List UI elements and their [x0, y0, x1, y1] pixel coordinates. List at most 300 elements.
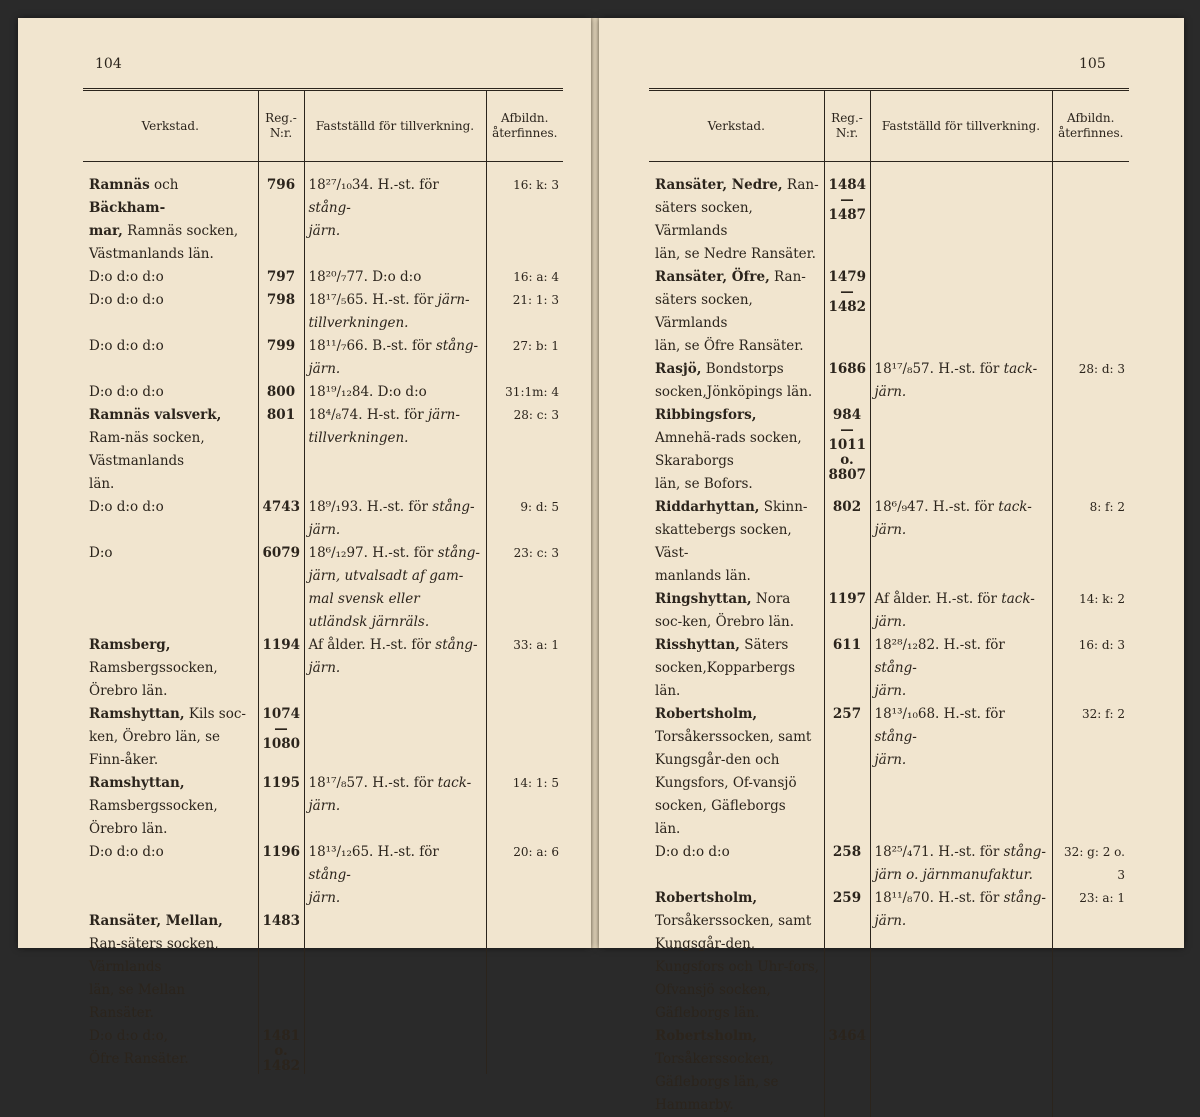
product-line2: järn.	[875, 384, 907, 400]
works-location-line2: län.	[89, 476, 114, 492]
reg-number: 802	[833, 499, 861, 515]
reg-number: 984—	[833, 407, 861, 438]
reg-number-cell	[824, 703, 870, 841]
works-detail: Nora soc-	[655, 591, 790, 630]
product-line2: järn.	[309, 361, 341, 377]
works-location-line2: län, se Bofors.	[655, 476, 753, 492]
reg-number: 800	[267, 384, 295, 400]
reg-number-cell	[824, 358, 870, 404]
verkstad-cell	[83, 404, 258, 496]
reg-number: 4743	[263, 499, 301, 515]
works-location: skattebergs socken, Väst-	[655, 522, 792, 561]
works-location-line2: län, se Mellan Ransäter.	[89, 982, 185, 1021]
works-name: Ribbingsfors,	[655, 407, 756, 423]
faststalld-cell	[304, 841, 486, 910]
table-row	[649, 162, 1129, 267]
afbildn-cell	[1052, 1025, 1129, 1117]
works-name: Robertsholm,	[655, 890, 757, 906]
product-line2: järn.	[875, 522, 907, 538]
faststalld-cell	[870, 887, 1052, 1025]
product: stång-	[309, 200, 351, 216]
verkstad-cell	[83, 335, 258, 381]
works-location: Ramnäs socken,	[123, 223, 238, 239]
product: stång-	[309, 867, 351, 883]
date: 18¹³/₁₀68.	[875, 706, 940, 722]
product-line2: järn.	[309, 890, 341, 906]
afbildn-cell	[1052, 404, 1129, 496]
faststalld-cell	[304, 772, 486, 841]
reg-number-cell	[258, 404, 304, 496]
works-name: Riddarhyttan,	[655, 499, 759, 515]
product: stång-	[432, 499, 474, 515]
reg-number: 799	[267, 338, 295, 354]
stamp-type: H.-st. för	[939, 706, 1004, 722]
faststalld-cell	[304, 910, 486, 1025]
faststalld-cell	[304, 381, 486, 404]
stamp-type: H.-st. för	[366, 637, 436, 653]
works-name: Ramnäs	[89, 177, 150, 193]
col-reg: Reg.- N:r.	[824, 90, 870, 162]
reg-number-line2: 1080	[263, 736, 301, 752]
works-name: Ransäter, Mellan,	[89, 913, 223, 929]
registry-table	[83, 88, 563, 1074]
faststalld-cell	[870, 1025, 1052, 1117]
works-detail: Torsåkers	[655, 913, 722, 929]
reg-number-cell	[824, 887, 870, 1025]
table-row	[83, 772, 563, 841]
reg-number: 3464	[829, 1028, 867, 1044]
table-row	[83, 1025, 563, 1074]
afbildn-cell: 23: c: 3	[486, 542, 563, 634]
product: tack-	[998, 499, 1032, 515]
works-location-line2: Hammarby.	[655, 1097, 734, 1113]
col-afbildn: Afbildn. återfinnes.	[1052, 90, 1129, 162]
reg-number-cell	[824, 1025, 870, 1117]
reg-number: 1686	[829, 361, 867, 377]
date: 18¹⁷/₅65.	[309, 292, 368, 308]
reg-number-line2: 1011 o. 8807	[829, 437, 867, 483]
stamp-type: H.-st. för	[934, 890, 1004, 906]
afbildn-cell	[1052, 162, 1129, 267]
verkstad-cell	[83, 266, 258, 289]
works-location-line2: län.	[655, 821, 680, 837]
reg-number: 1483	[263, 913, 301, 929]
reg-number-cell	[258, 289, 304, 335]
product-line2: järn.	[875, 683, 907, 699]
works-detail: D:o d:o d:o	[89, 269, 164, 285]
works-location: näs socken, Västmanlands	[89, 430, 205, 469]
afbildn-cell: 16: a: 4	[486, 266, 563, 289]
product-line2: järn.	[309, 522, 341, 538]
stamp-type: H.-st. för	[368, 292, 438, 308]
product: stång-	[875, 729, 917, 745]
product: tack-	[438, 775, 472, 791]
works-name: Robertsholm,	[655, 1028, 757, 1044]
table-row	[83, 542, 563, 634]
works-detail: Säters socken,	[655, 637, 788, 676]
works-location: socken, samt Kungsgår-den, Kungsfors och Uhr-fors, Ofvansjö socken,	[655, 913, 819, 998]
reg-number: 6079	[263, 545, 301, 561]
verkstad-cell	[83, 162, 258, 267]
works-name: Ramshyttan,	[89, 775, 185, 791]
product-line2: järn.	[309, 223, 341, 239]
col-verkstad: Verkstad.	[83, 90, 258, 162]
product-line2: järn.	[875, 913, 907, 929]
table-body	[649, 162, 1129, 1117]
reg-number-cell	[258, 496, 304, 542]
product-line2: järn.	[875, 752, 907, 768]
date: 18⁹/₁93.	[309, 499, 363, 515]
works-detail: D:o d:o d:o	[89, 292, 164, 308]
faststalld-cell	[304, 634, 486, 703]
works-detail: D:o d:o d:o	[89, 844, 164, 860]
reg-number-cell	[258, 542, 304, 634]
works-detail: Ran-	[770, 269, 806, 285]
stamp-type: H-st. för	[363, 407, 428, 423]
works-location: Jönköpings län.	[707, 384, 812, 400]
works-location: socken, Gäfleborgs län, se	[655, 1051, 778, 1090]
product: tack-	[1001, 591, 1035, 607]
faststalld-cell	[304, 404, 486, 496]
table-row	[83, 910, 563, 1025]
works-location: säters socken, Värmlands	[89, 936, 219, 975]
table-row	[83, 162, 563, 267]
afbildn-cell: 28: c: 3	[486, 404, 563, 496]
stamp-type: H.-st. för	[373, 844, 438, 860]
table-row	[649, 1025, 1129, 1117]
faststalld-cell	[304, 703, 486, 772]
reg-number-cell	[824, 266, 870, 358]
works-detail: D:o d:o d:o	[89, 384, 164, 400]
table-row	[83, 404, 563, 496]
reg-number-cell	[258, 381, 304, 404]
table-row	[83, 496, 563, 542]
date: 18¹⁷/₈57.	[875, 361, 934, 377]
product-line3: mal svensk eller utländsk järnräls.	[309, 591, 430, 630]
afbildn-cell: 23: a: 1	[1052, 887, 1129, 1025]
product-line2: järn.	[309, 798, 341, 814]
date: 18¹¹/₇66.	[309, 338, 368, 354]
faststalld-cell	[870, 703, 1052, 841]
works-name-line2: mar,	[89, 223, 123, 239]
product-line2: tillverkningen.	[309, 315, 409, 331]
verkstad-cell	[649, 634, 824, 703]
registry-table	[649, 88, 1129, 1117]
works-location-line2: Finn-åker.	[89, 752, 158, 768]
afbildn-cell: 8: f: 2	[1052, 496, 1129, 588]
afbildn-cell: 32: g: 2 o. 3	[1052, 841, 1129, 887]
verkstad-cell	[83, 703, 258, 772]
faststalld-cell	[870, 266, 1052, 358]
product-line2: tillverkningen.	[309, 430, 409, 446]
reg-number: 257	[833, 706, 861, 722]
table-row	[649, 703, 1129, 841]
works-location: socken, Örebro län.	[89, 798, 218, 837]
stamp-type: H.-st. för	[939, 637, 1004, 653]
date: 18²⁷/₁₀34.	[309, 177, 374, 193]
stamp-type: H.-st. för	[363, 499, 433, 515]
reg-number-cell	[258, 703, 304, 772]
table-row	[649, 634, 1129, 703]
afbildn-cell: 16: d: 3	[1052, 634, 1129, 703]
col-reg: Reg.- N:r.	[258, 90, 304, 162]
faststalld-cell	[870, 404, 1052, 496]
reg-number: 1197	[829, 591, 867, 607]
table-row	[649, 266, 1129, 358]
faststalld-cell	[304, 266, 486, 289]
table-row	[83, 335, 563, 381]
date: 18²⁰/₇77.	[309, 269, 368, 285]
product: järn-	[438, 292, 470, 308]
product-line2: järn.	[309, 660, 341, 676]
date: 18¹⁹/₁₂84.	[309, 384, 374, 400]
works-detail: Amnehä-	[655, 430, 716, 446]
date: 18¹³/₁₂65.	[309, 844, 374, 860]
works-location-line2: Gäfleborgs län.	[655, 1005, 759, 1021]
verkstad-cell	[83, 289, 258, 335]
works-detail: Bondstorps socken,	[655, 361, 784, 400]
stamp-type: H.-st. för	[934, 361, 1004, 377]
afbildn-cell	[1052, 266, 1129, 358]
stamp-type: D:o d:o	[368, 269, 421, 285]
reg-number-cell	[258, 910, 304, 1025]
reg-number-cell	[258, 1025, 304, 1074]
works-detail: Ramsbergs	[89, 798, 166, 814]
stamp-type: B.-st. för	[368, 338, 436, 354]
verkstad-cell	[83, 841, 258, 910]
date: 18¹¹/₈70.	[875, 890, 934, 906]
faststalld-cell	[870, 496, 1052, 588]
afbildn-cell: 21: 1: 3	[486, 289, 563, 335]
verkstad-cell	[649, 1025, 824, 1117]
product: järn-	[428, 407, 460, 423]
faststalld-cell	[304, 542, 486, 634]
date: 18⁶/₉47.	[875, 499, 929, 515]
faststalld-cell	[870, 588, 1052, 634]
verkstad-cell	[649, 703, 824, 841]
date: 18⁶/₁₂97.	[309, 545, 368, 561]
table-row	[83, 703, 563, 772]
product: stång-	[435, 637, 477, 653]
works-detail: Skinn-	[759, 499, 807, 515]
date: 18²⁸/₁₂82.	[875, 637, 940, 653]
works-name: Risshyttan,	[655, 637, 740, 653]
reg-number: 1194	[263, 637, 301, 653]
product: stång-	[1004, 844, 1046, 860]
product-line2: järn o. järnmanufaktur.	[875, 867, 1033, 883]
works-detail: Ran-	[89, 936, 121, 952]
reg-number: 1196	[263, 844, 301, 860]
reg-number-line2: 1482	[263, 1058, 301, 1074]
reg-number: 797	[267, 269, 295, 285]
works-location: rads socken, Skaraborgs	[655, 430, 802, 469]
col-afbildn: Afbildn. återfinnes.	[486, 90, 563, 162]
reg-number: 258	[833, 844, 861, 860]
date: 18¹⁷/₈57.	[309, 775, 368, 791]
verkstad-cell	[83, 381, 258, 404]
works-location-line2: län, se Öfre Ransäter.	[655, 338, 804, 354]
faststalld-cell	[870, 358, 1052, 404]
verkstad-cell	[649, 358, 824, 404]
works-detail: och	[150, 177, 179, 193]
left-page	[18, 18, 591, 948]
verkstad-cell	[83, 542, 258, 634]
afbildn-cell: 14: k: 2	[1052, 588, 1129, 634]
verkstad-cell	[649, 588, 824, 634]
product-line2: järn, utvalsadt af gam-	[309, 568, 464, 584]
verkstad-cell	[649, 404, 824, 496]
verkstad-cell	[83, 634, 258, 703]
stamp-type: H.-st. för	[929, 499, 999, 515]
works-detail: Torsåkers	[655, 1051, 722, 1067]
afbildn-cell: 9: d: 5	[486, 496, 563, 542]
works-location: Kopparbergs län.	[655, 660, 795, 699]
verkstad-cell	[83, 1025, 258, 1074]
table-row	[649, 404, 1129, 496]
works-location: säters socken, Värmlands	[655, 200, 753, 239]
afbildn-cell: 16: k: 3	[486, 162, 563, 267]
page-number: 104	[95, 56, 122, 72]
faststalld-cell	[304, 289, 486, 335]
reg-number: 798	[267, 292, 295, 308]
works-name: Ransäter, Nedre,	[655, 177, 783, 193]
date: 18²⁵/₄71.	[875, 844, 934, 860]
works-name: Robertsholm,	[655, 706, 757, 722]
table-row	[649, 588, 1129, 634]
stamp-type: D:o d:o	[373, 384, 426, 400]
works-name: Rasjö,	[655, 361, 701, 377]
reg-number: 1481 o.	[263, 1028, 301, 1059]
reg-number-cell	[824, 634, 870, 703]
works-detail: Ramsbergs	[89, 660, 166, 676]
afbildn-cell: 20: a: 6	[486, 841, 563, 910]
product: tack-	[1004, 361, 1038, 377]
works-location-line2: Västmanlands län.	[89, 246, 214, 262]
reg-number-cell	[258, 772, 304, 841]
verkstad-cell	[83, 496, 258, 542]
date: Af ålder.	[875, 591, 932, 607]
afbildn-cell	[486, 703, 563, 772]
reg-number: 1074—	[263, 706, 301, 737]
afbildn-cell	[486, 910, 563, 1025]
date: Af ålder.	[309, 637, 366, 653]
col-faststalld: Fastställd för tillverkning.	[304, 90, 486, 162]
reg-number: 1195	[263, 775, 301, 791]
reg-number-cell	[824, 841, 870, 887]
reg-number-cell	[824, 588, 870, 634]
verkstad-cell	[649, 266, 824, 358]
table-row	[83, 381, 563, 404]
afbildn-cell: 28: d: 3	[1052, 358, 1129, 404]
faststalld-cell	[870, 634, 1052, 703]
table-row	[649, 887, 1129, 1025]
works-detail: Ran-	[783, 177, 819, 193]
verkstad-cell	[649, 841, 824, 887]
reg-number-cell	[258, 266, 304, 289]
works-detail: D:o d:o d:o	[89, 338, 164, 354]
works-location: ken, Örebro län.	[682, 614, 794, 630]
reg-number: 611	[833, 637, 861, 653]
reg-number-cell	[824, 162, 870, 267]
reg-number-cell	[824, 496, 870, 588]
works-location: ken, Örebro län, se	[89, 729, 220, 745]
table-row	[83, 289, 563, 335]
product: stång-	[436, 338, 478, 354]
works-location-line2: manlands län.	[655, 568, 751, 584]
table-row	[649, 358, 1129, 404]
stamp-type: H.-st. för	[373, 177, 438, 193]
table-row	[83, 841, 563, 910]
table-body	[83, 162, 563, 1075]
afbildn-cell: 14: 1: 5	[486, 772, 563, 841]
works-name: Ramshyttan,	[89, 706, 185, 722]
works-location: säters socken, Värmlands	[655, 292, 753, 331]
table-row	[83, 266, 563, 289]
reg-number: 801	[267, 407, 295, 423]
works-detail: D:o	[89, 545, 113, 561]
reg-number-line2: 1482	[829, 299, 867, 315]
works-name: Ramnäs valsverk,	[89, 407, 221, 423]
reg-number-cell	[258, 162, 304, 267]
verkstad-cell	[83, 910, 258, 1025]
works-name: Ramsberg,	[89, 637, 170, 653]
works-detail: D:o d:o d:o	[655, 844, 730, 860]
stamp-type: H.-st. för	[932, 591, 1002, 607]
verkstad-cell	[83, 772, 258, 841]
table-row	[649, 496, 1129, 588]
date: 18⁴/₈74.	[309, 407, 363, 423]
stamp-type: H.-st. för	[368, 775, 438, 791]
faststalld-cell	[870, 162, 1052, 267]
faststalld-cell	[304, 335, 486, 381]
works-name: Ransäter, Öfre,	[655, 269, 770, 285]
works-location: socken, samt Kungsgår-den och Kungsfors, Of-vansjö socken, Gäfleborgs	[655, 729, 811, 814]
works-name: Ringshyttan,	[655, 591, 752, 607]
product: stång-	[875, 660, 917, 676]
reg-number-cell	[258, 335, 304, 381]
works-location-line2: Öfre Ransäter.	[89, 1051, 189, 1067]
works-detail: D:o d:o d:o,	[89, 1028, 168, 1044]
afbildn-cell: 27: b: 1	[486, 335, 563, 381]
product-line2: järn.	[875, 614, 907, 630]
faststalld-cell	[304, 1025, 486, 1074]
afbildn-cell: 31:1m: 4	[486, 381, 563, 404]
faststalld-cell	[304, 496, 486, 542]
works-detail: Ram-	[89, 430, 125, 446]
col-faststalld: Fastställd för tillverkning.	[870, 90, 1052, 162]
faststalld-cell	[870, 841, 1052, 887]
col-verkstad: Verkstad.	[649, 90, 824, 162]
reg-number: 259	[833, 890, 861, 906]
table-row	[83, 634, 563, 703]
works-detail: Torsåkers	[655, 729, 722, 745]
reg-number: 796	[267, 177, 295, 193]
product: stång-	[1004, 890, 1046, 906]
faststalld-cell	[304, 162, 486, 267]
works-name-cont: Bäckham-	[89, 200, 165, 216]
works-location: socken, Örebro län.	[89, 660, 218, 699]
works-detail: D:o d:o d:o	[89, 499, 164, 515]
verkstad-cell	[649, 496, 824, 588]
reg-number-cell	[258, 841, 304, 910]
reg-number: 1479—	[829, 269, 867, 300]
verkstad-cell	[649, 887, 824, 1025]
product: stång-	[438, 545, 480, 561]
reg-number: 1484—	[829, 177, 867, 208]
afbildn-cell: 32: f: 2	[1052, 703, 1129, 841]
reg-number-cell	[824, 404, 870, 496]
reg-number-cell	[258, 634, 304, 703]
